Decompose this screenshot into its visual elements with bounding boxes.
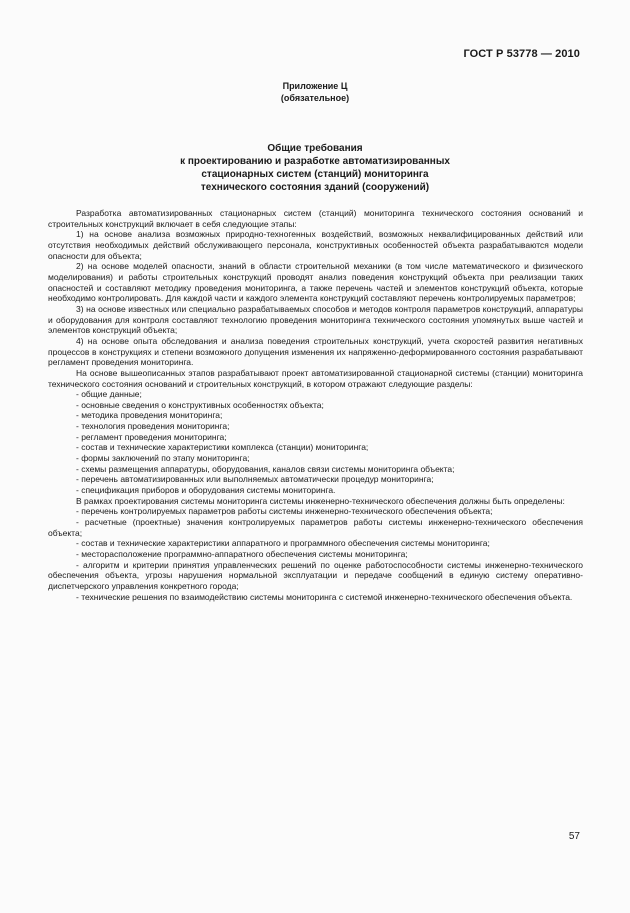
list-item: - перечень автоматизированных или выполняемых автоматически процедур мониторинга;	[76, 474, 434, 485]
section-title-line: к проектированию и разработке автоматизированных	[180, 156, 450, 167]
list-item: - алгоритм и критерии принятия управленческих решений по оценке работоспособности системы инженерно-технического обеспечения объекта, угрозы нарушения нормальной эксплуатации и передаче сообщений в единую систему оперативно-диспетчерского управления конкретного города;	[48, 559, 583, 591]
list-item: - состав и технические характеристики аппаратного и программного обеспечения системы мониторинга;	[76, 538, 490, 549]
list-item: - формы заключений по этапу мониторинга;	[76, 453, 250, 464]
list-item: - схемы размещения аппаратуры, оборудования, каналов связи системы мониторинга объекта;	[76, 463, 455, 474]
paragraph: 4) на основе опыта обследования и анализа поведения строительных конструкций, учета скоростей развития негативных процессов в конструкциях и степени возможного допущения изменения их напряженно-деформированного состояния разрабатывают регламент проведения мониторинга.	[48, 335, 583, 368]
paragraph: Разработка автоматизированных стационарных систем (станций) мониторинга технического состояния оснований и строительных конструкций включает в себя следующие этапы:	[48, 208, 583, 229]
paragraph: 2) на основе моделей опасности, знаний в области строительной механики (в том числе математического и физического моделирования) и работы строительных конструкций проводят анализ поведения конструкций объекта при реализации таких опасностей и составляют методику проведения мониторинга, а также перечень частей и элементов конструкций объекта, которые необходимо контролировать. Для каждой части и каждого элемента конструкций составляют перечень контролируемых параметров;	[48, 261, 583, 304]
paragraph: На основе вышеописанных этапов разрабатывают проект автоматизированной стационарной системы (станции) мониторинга технического состояния оснований и строительных конструкций, в котором отражают следующие разделы:	[48, 367, 583, 389]
paragraph: В рамках проектирования системы мониторинга системы инженерно-технического обеспечения должны быть определены:	[76, 495, 565, 506]
paragraph: 1) на основе анализа возможных природно-техногенных воздействий, возможных неквалифицированных действий или отсутствия необходимых действий обслуживающего персонала, конструктивных особенностей объекта разрабатываются модели опасности для объекта;	[48, 229, 583, 261]
appendix-title: Приложение Ц	[282, 81, 348, 91]
document-body	[48, 208, 583, 602]
list-item: - общие данные;	[76, 389, 142, 400]
list-item: - технические решения по взаимодействию системы мониторинга с системой инженерно-технического обеспечения объекта.	[76, 591, 573, 602]
list-item: - расчетные (проектные) значения контролируемых параметров работы системы инженерно-технического обеспечения объекта;	[48, 517, 583, 538]
standard-number: ГОСТ Р 53778 — 2010	[463, 48, 580, 60]
list-item: - регламент проведения мониторинга;	[76, 431, 227, 442]
list-item: - перечень контролируемых параметров работы системы инженерно-технического обеспечения объекта;	[76, 506, 493, 517]
page-number: 57	[568, 831, 580, 842]
list-item: - спецификация приборов и оборудования системы мониторинга.	[76, 485, 336, 496]
section-title-line: Общие требования	[267, 143, 363, 154]
appendix-status: (обязательное)	[280, 93, 350, 103]
section-title	[0, 142, 630, 194]
list-item: - месторасположение программно-аппаратного обеспечения системы мониторинга;	[76, 549, 408, 559]
appendix-heading	[0, 80, 630, 104]
list-item: - состав и технические характеристики комплекса (станции) мониторинга;	[76, 442, 369, 453]
list-item: - основные сведения о конструктивных особенностях объекта;	[76, 399, 324, 410]
list-item: - методика проведения мониторинга;	[76, 410, 223, 421]
paragraph: 3) на основе известных или специально разрабатываемых способов и методов контроля параметров конструкций, аппаратуры и оборудования для контроля составляют технологию проведения мониторинга технического состояния упомянутых выше частей и элементов конструкций объекта;	[48, 303, 583, 336]
list-item: - технология проведения мониторинга;	[76, 421, 230, 432]
section-title-line: стационарных систем (станций) мониторинга	[201, 169, 429, 180]
section-title-line: технического состояния зданий (сооружений)	[200, 182, 430, 193]
